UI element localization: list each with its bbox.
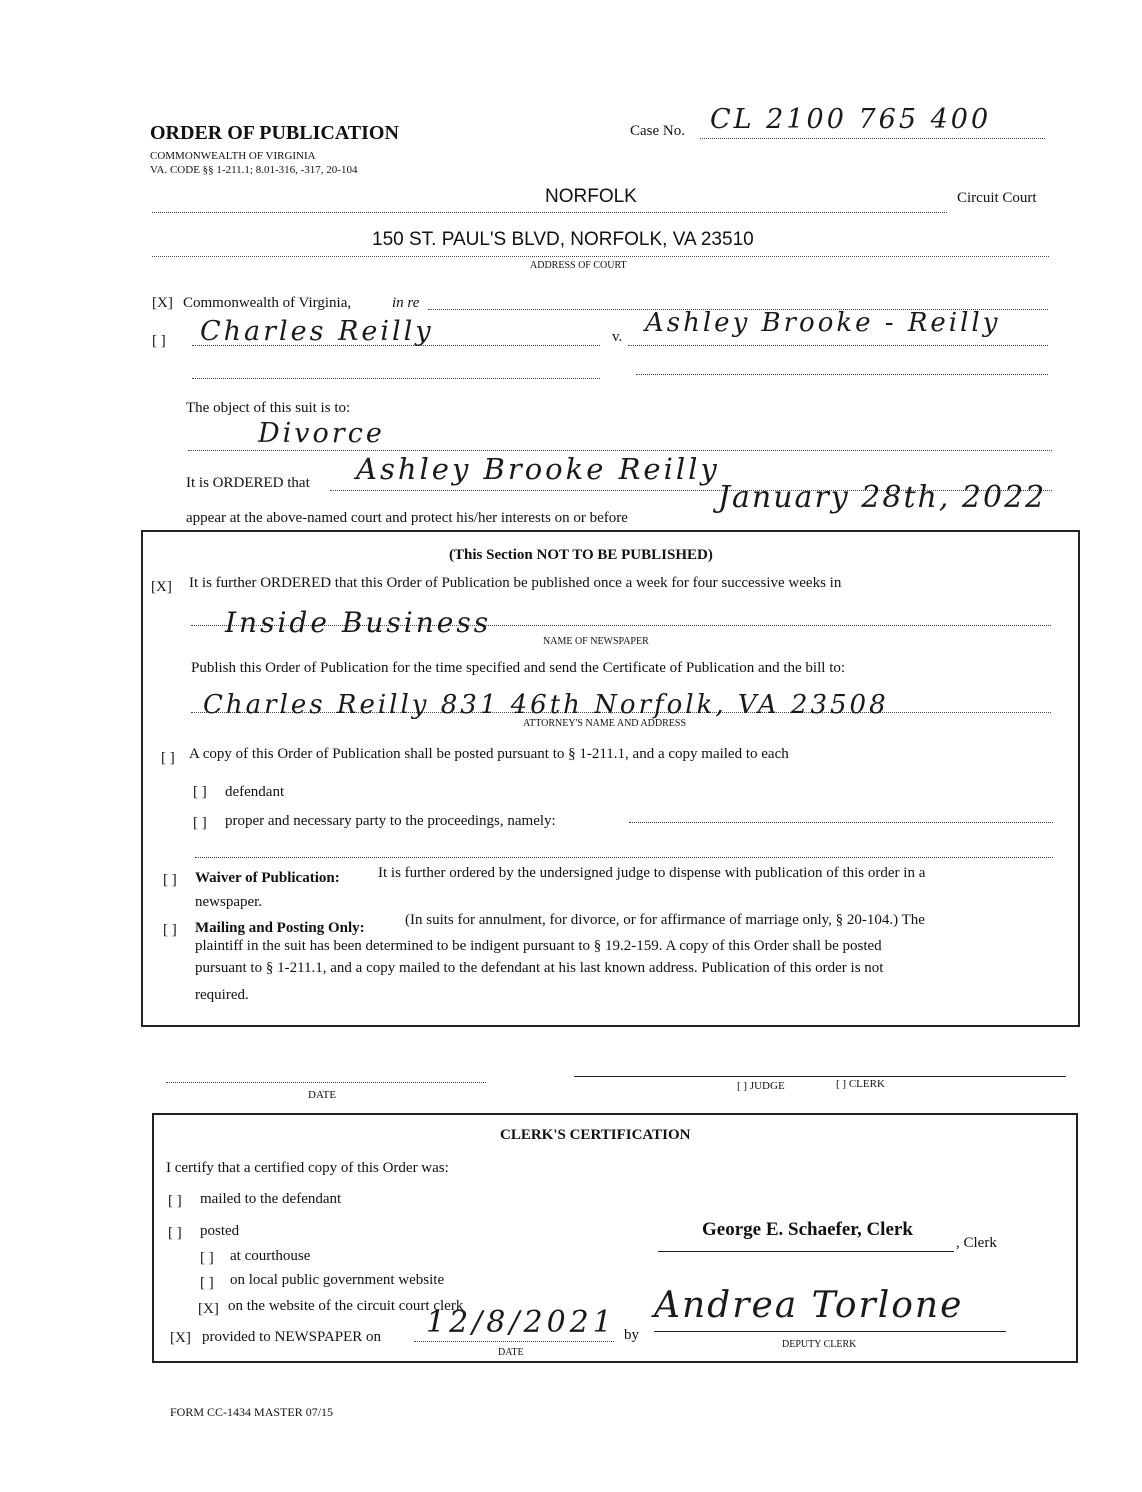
- further-ordered-text: It is further ORDERED that this Order of Publication be published once a week for four successive weeks in: [189, 575, 842, 591]
- mailing-text-2: plaintiff in the suit has been determined to be indigent pursuant to § 19.2-159. A copy of this Order shall be posted: [195, 938, 882, 954]
- form-subtitle-commonwealth: COMMONWEALTH OF VIRGINIA: [150, 150, 316, 162]
- object-value: Divorce: [258, 418, 385, 449]
- publish-instructions: Publish this Order of Publication for the time specified and send the Certificate of Publication and the bill to:: [191, 660, 846, 676]
- case-number-label: Case No.: [630, 123, 685, 139]
- attorney-caption: ATTORNEY'S NAME AND ADDRESS: [523, 718, 687, 729]
- waiver-text-2: newspaper.: [195, 894, 263, 910]
- clerk-checkbox[interactable]: [ ] CLERK: [836, 1078, 885, 1090]
- defendant-line-2: [636, 374, 1048, 375]
- plaintiff-line: [192, 345, 600, 346]
- further-ordered-checkbox[interactable]: [X]: [151, 579, 172, 595]
- party-checkbox[interactable]: [ ]: [152, 333, 166, 349]
- ordered-label: It is ORDERED that: [186, 475, 310, 491]
- judge-checkbox[interactable]: [ ] JUDGE: [737, 1080, 785, 1092]
- attorney-name-address: Charles Reilly 831 46th Norfolk, VA 23508: [203, 690, 889, 720]
- commonwealth-label: Commonwealth of Virginia,: [183, 295, 352, 311]
- posted-checkbox[interactable]: [ ]: [168, 1225, 182, 1241]
- commonwealth-checkbox[interactable]: [X]: [152, 295, 173, 311]
- local-website-checkbox[interactable]: [ ]: [200, 1275, 214, 1291]
- waiver-checkbox[interactable]: [ ]: [163, 872, 177, 888]
- proper-party-line-2: [195, 857, 1053, 858]
- courthouse-label: at courthouse: [230, 1248, 311, 1264]
- newspaper-date-value: 12/8/2021: [426, 1305, 616, 1340]
- clerk-name: George E. Schaefer, Clerk: [702, 1219, 913, 1240]
- in-re-label: in re: [392, 295, 420, 311]
- certification-heading: CLERK'S CERTIFICATION: [500, 1127, 691, 1143]
- mailing-checkbox[interactable]: [ ]: [163, 922, 177, 938]
- proper-party-label: proper and necessary party to the proceedings, namely:: [225, 813, 556, 829]
- mailed-checkbox[interactable]: [ ]: [168, 1193, 182, 1209]
- newspaper-name: Inside Business: [225, 606, 492, 639]
- plaintiff-line-2: [192, 378, 600, 379]
- signature-date-caption: DATE: [308, 1089, 337, 1101]
- case-number-line: [700, 138, 1045, 139]
- defendant-name: Ashley Brooke - Reilly: [645, 308, 1001, 338]
- circuit-website-checkbox[interactable]: [X]: [198, 1301, 219, 1317]
- circuit-court-label: Circuit Court: [957, 190, 1037, 206]
- court-address: 150 ST. PAUL'S BLVD, NORFOLK, VA 23510: [372, 229, 754, 250]
- newspaper-checkbox[interactable]: [X]: [170, 1330, 191, 1346]
- court-address-line: [152, 256, 1049, 257]
- mailing-heading: Mailing and Posting Only:: [195, 920, 365, 936]
- by-label: by: [624, 1327, 639, 1343]
- form-subtitle-code: VA. CODE §§ 1-211.1; 8.01-316, -317, 20-104: [150, 164, 358, 176]
- circuit-website-label: on the website of the circuit court clerk: [228, 1298, 464, 1314]
- appear-date: January 28th, 2022: [718, 480, 1047, 515]
- newspaper-date-line: [414, 1341, 614, 1342]
- court-address-caption: ADDRESS OF COURT: [530, 260, 627, 271]
- mailing-text-4: required.: [195, 987, 249, 1003]
- ordered-party: Ashley Brooke Reilly: [356, 452, 720, 486]
- certification-intro: I certify that a certified copy of this Order was:: [166, 1160, 449, 1176]
- object-label: The object of this suit is to:: [186, 400, 351, 416]
- newspaper-caption: NAME OF NEWSPAPER: [543, 636, 649, 647]
- versus-label: v.: [612, 329, 623, 345]
- proper-party-line: [629, 822, 1053, 823]
- form-title: ORDER OF PUBLICATION: [150, 122, 399, 144]
- deputy-signature-line: [654, 1331, 1006, 1332]
- newspaper-label: provided to NEWSPAPER on: [202, 1329, 382, 1345]
- court-name: NORFOLK: [545, 186, 637, 207]
- plaintiff-name: Charles Reilly: [200, 316, 434, 347]
- defendant-label: defendant: [225, 784, 285, 800]
- clerk-name-line: [658, 1251, 954, 1252]
- waiver-text: It is further ordered by the undersigned judge to dispense with publication of this order in a: [378, 865, 926, 881]
- local-website-label: on local public government website: [230, 1272, 445, 1288]
- courthouse-checkbox[interactable]: [ ]: [200, 1250, 214, 1266]
- form-number: FORM CC-1434 MASTER 07/15: [170, 1405, 334, 1419]
- mailing-text-1: (In suits for annulment, for divorce, or for affirmance of marriage only, § 20-104.) The: [405, 912, 925, 928]
- deputy-caption: DEPUTY CLERK: [782, 1339, 857, 1350]
- defendant-line: [628, 345, 1048, 346]
- copy-posted-checkbox[interactable]: [ ]: [161, 750, 175, 766]
- not-published-section: [141, 530, 1080, 1027]
- defendant-checkbox[interactable]: [ ]: [193, 784, 207, 800]
- proper-party-checkbox[interactable]: [ ]: [193, 815, 207, 831]
- mailed-label: mailed to the defendant: [200, 1191, 342, 1207]
- copy-posted-text: A copy of this Order of Publication shall be posted pursuant to § 1-211.1, and a copy mailed to each: [189, 746, 789, 762]
- waiver-heading: Waiver of Publication:: [195, 870, 340, 886]
- posted-label: posted: [200, 1223, 240, 1239]
- clerk-suffix: , Clerk: [956, 1235, 997, 1251]
- mailing-text-3: pursuant to § 1-211.1, and a copy mailed to the defendant at his last known address. Publication of this order is not: [195, 960, 884, 976]
- court-name-line: [152, 212, 947, 213]
- deputy-signature: Andrea Torlone: [654, 1285, 964, 1326]
- section-heading: (This Section NOT TO BE PUBLISHED): [449, 547, 713, 563]
- object-line: [188, 450, 1052, 451]
- newspaper-date-caption: DATE: [498, 1347, 524, 1358]
- appear-label: appear at the above-named court and protect his/her interests on or before: [186, 510, 628, 526]
- clerk-certification: [152, 1113, 1078, 1363]
- judge-signature-line: [574, 1076, 1066, 1077]
- case-number-value: CL 2100 765 400: [710, 104, 992, 135]
- signature-date-line: [166, 1082, 486, 1083]
